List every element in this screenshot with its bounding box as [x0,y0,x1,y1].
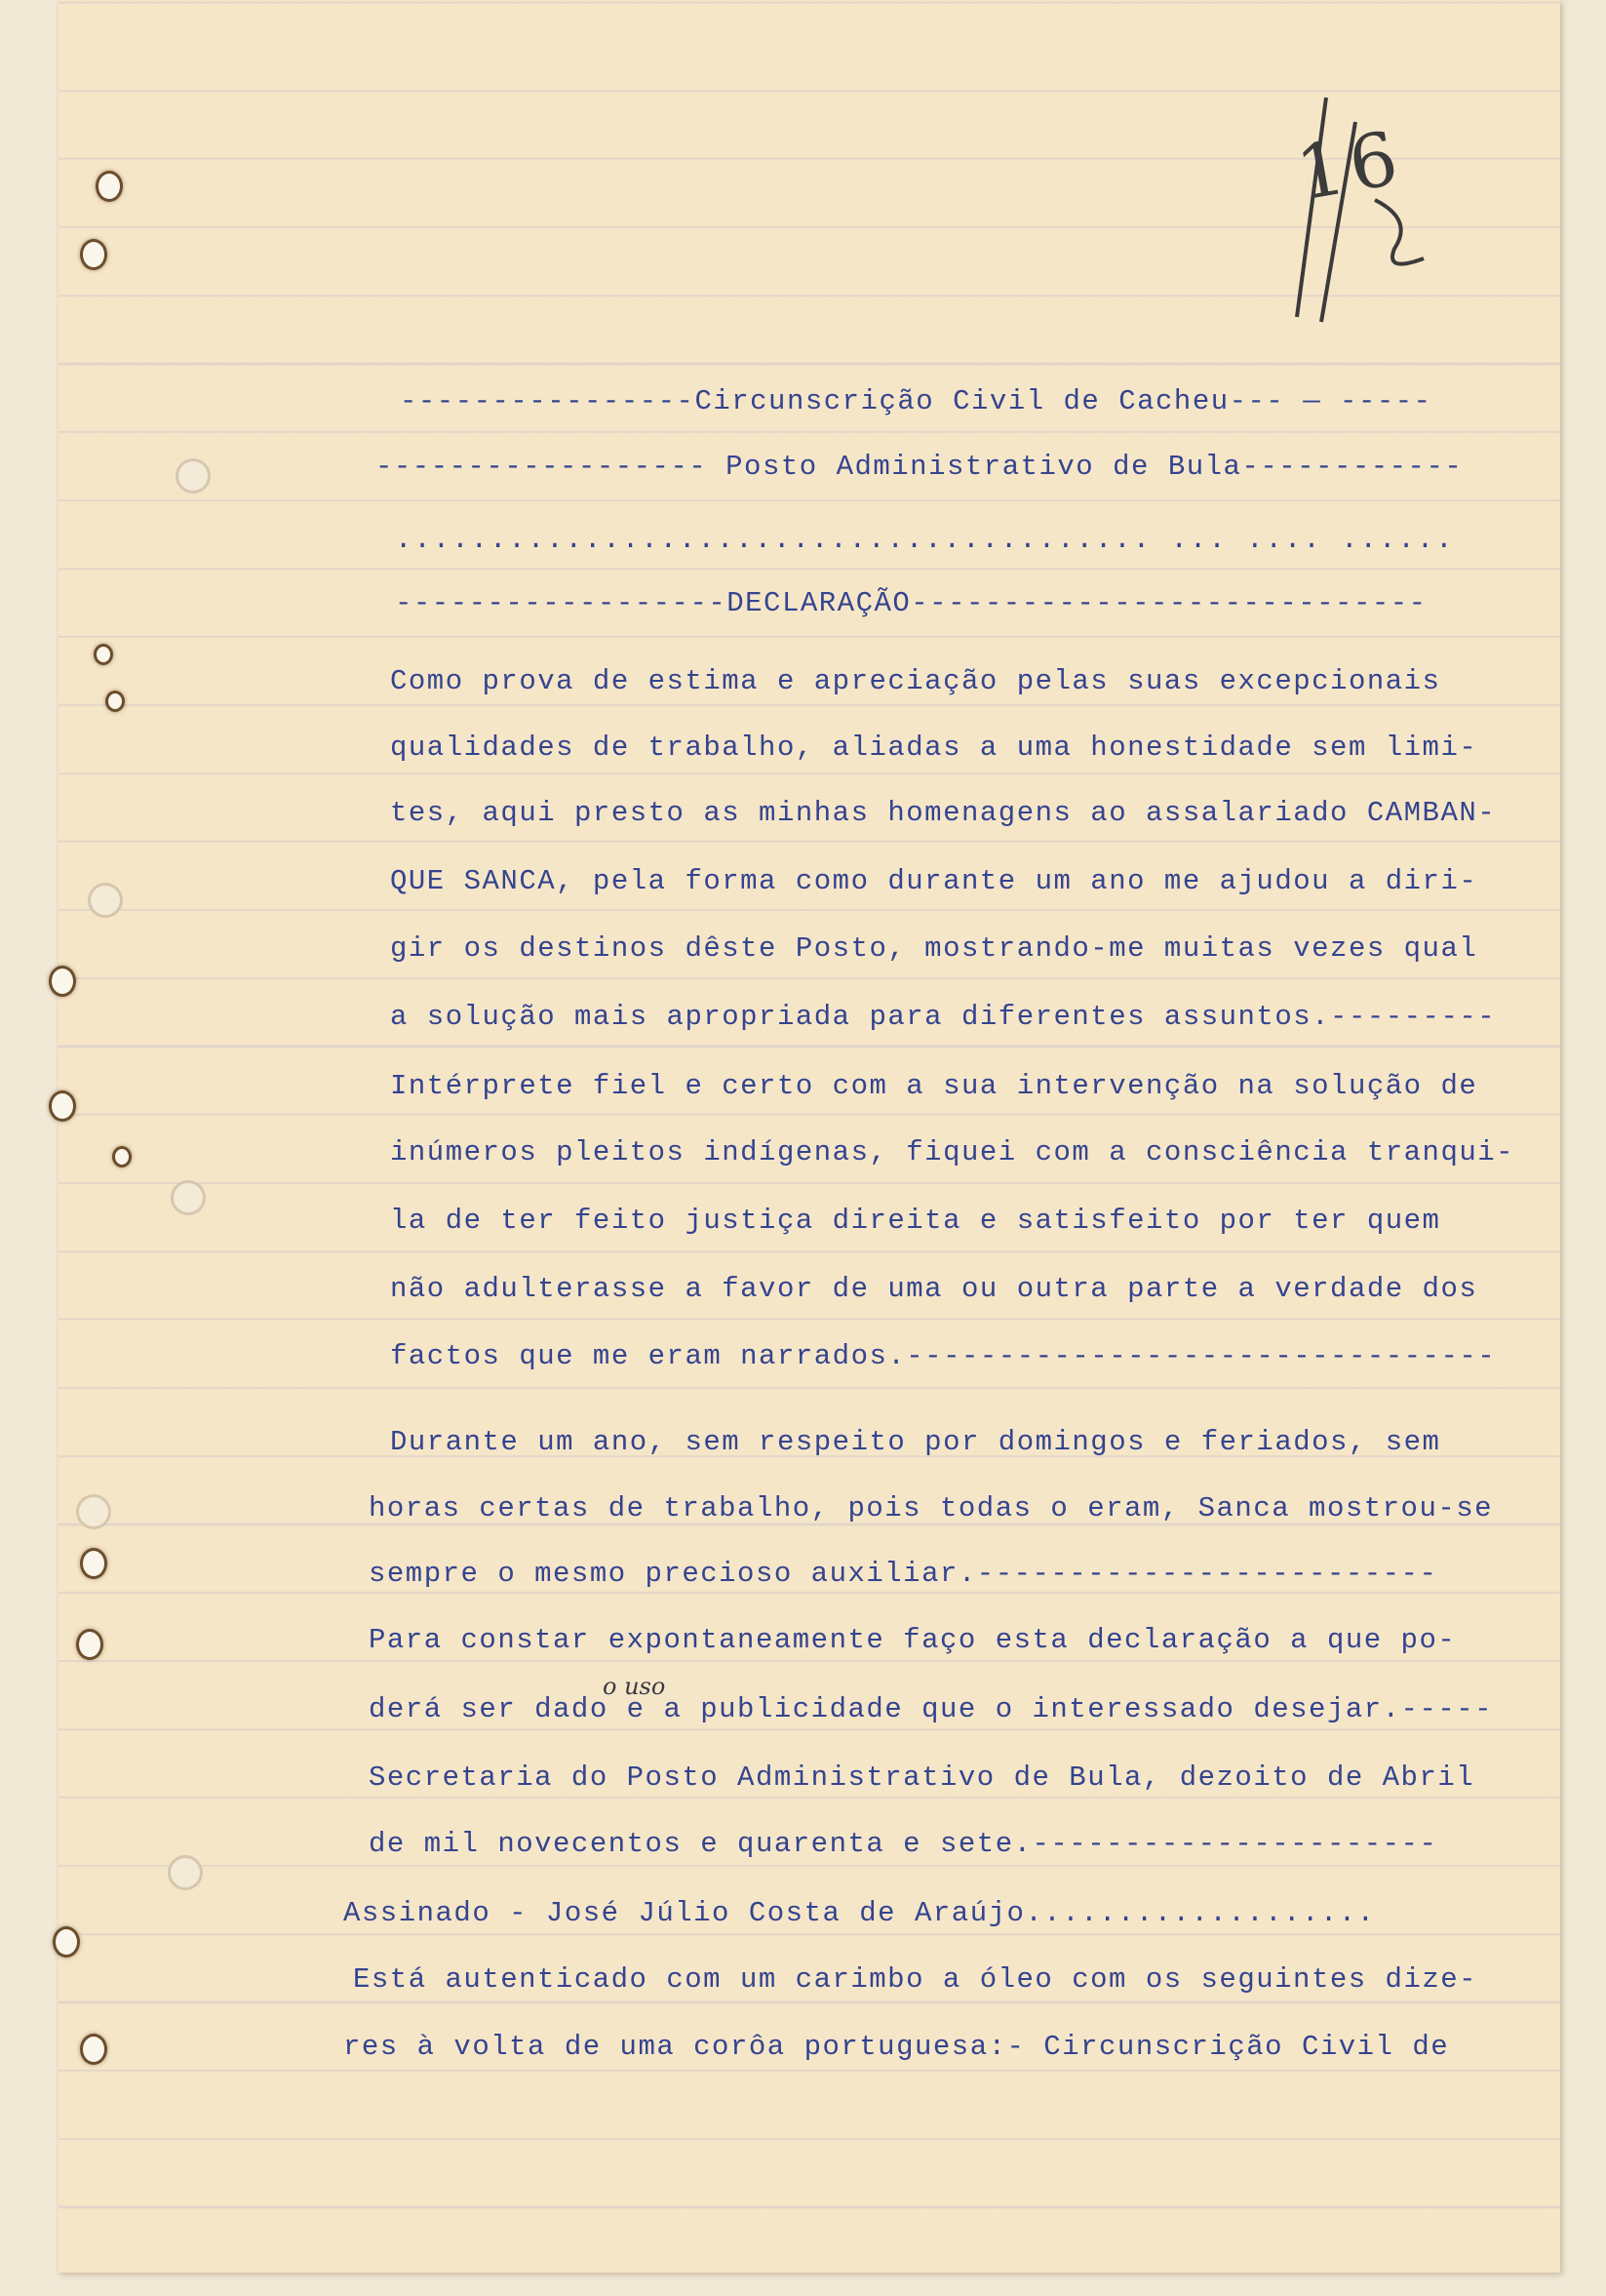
text-line: qualidades de trabalho, aliadas a uma honestidade sem limi- [390,732,1478,764]
folio-number: 16 [1290,113,1410,218]
punch-hole [49,1090,76,1122]
text-line: Durante um ano, sem respeito por domingos e feriados, sem [390,1426,1441,1458]
text-line: Como prova de estima e apreciação pelas suas excepcionais [390,665,1441,697]
text-line: res à volta de uma corôa portuguesa:- Circunscrição Civil de [343,2031,1450,2063]
punch-hole [76,1494,111,1529]
punch-hole [80,2034,107,2065]
punch-hole [112,1146,132,1168]
text-line: Para constar expontaneamente faço esta declaração a que po- [369,1624,1457,1656]
text-line: la de ter feito justiça direita e satisfeito por ter quem [390,1205,1441,1237]
text-line: Está autenticado com um carimbo a óleo com os seguintes dize- [353,1963,1478,1996]
punch-hole [105,691,125,712]
punch-hole [94,644,113,665]
punch-hole [168,1855,203,1890]
punch-hole [76,1629,103,1660]
text-line: de mil novecentos e quarenta e sete.---------------------- [369,1828,1438,1860]
header-posto: ------------------ Posto Administrativo de Bula------------ [375,451,1464,483]
header-dots: ........................................ ... .... ...... [395,524,1455,556]
punch-hole [171,1180,206,1215]
punch-hole [80,239,107,270]
text-line: não adulterasse a favor de uma ou outra parte a verdade dos [390,1273,1478,1305]
document-title: ------------------DECLARAÇÃO---------------------------- [395,587,1428,619]
text-line: a solução mais apropriada para diferentes assuntos.--------- [390,1001,1497,1033]
text-line: sempre o mesmo precioso auxiliar.------------------------- [369,1558,1438,1590]
punch-hole [80,1548,107,1579]
punch-hole [49,966,76,997]
signature-line: Assinado - José Júlio Costa de Araújo................... [343,1897,1376,1929]
text-line: tes, aqui presto as minhas homenagens ao assalariado CAMBAN- [390,797,1497,829]
punch-hole [176,458,211,494]
text-line: horas certas de trabalho, pois todas o eram, Sanca mostrou-se [369,1492,1494,1524]
text-line: Secretaria do Posto Administrativo de Bula, dezoito de Abril [369,1762,1475,1794]
handwritten-insert: o uso [603,1673,666,1700]
text-line: Intérprete fiel e certo com a sua intervenção na solução de [390,1070,1478,1102]
text-line: derá ser dado e a publicidade que o interessado desejar.----- [369,1693,1494,1725]
header-circunscricao: ----------------Circunscrição Civil de Cacheu--- — ----- [400,385,1432,417]
punch-hole [53,1926,80,1958]
text-line: factos que me eram narrados.-------------------------------- [390,1340,1497,1372]
text-line: gir os destinos dêste Posto, mostrando-me muitas vezes qual [390,932,1478,965]
punch-hole [88,883,123,918]
text-line: QUE SANCA, pela forma como durante um ano me ajudou a diri- [390,865,1478,897]
punch-hole [96,171,123,202]
text-line: inúmeros pleitos indígenas, fiquei com a consciência tranqui- [390,1136,1515,1168]
